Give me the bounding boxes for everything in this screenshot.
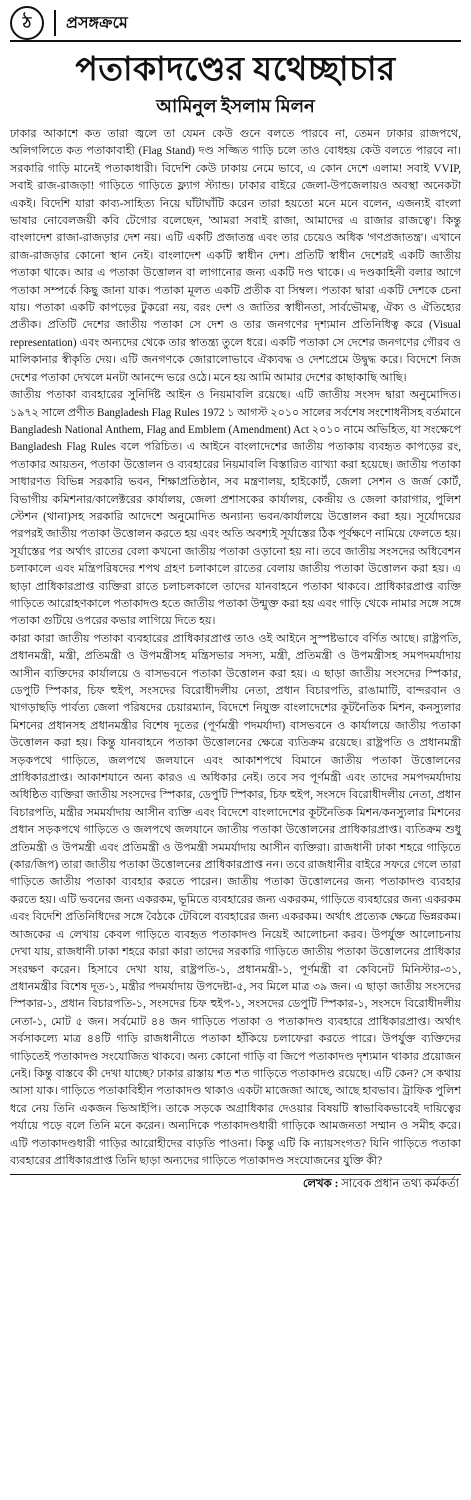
section-divider: [54, 10, 56, 36]
article-body: [10, 126, 461, 1170]
article-paragraph: জাতীয় পতাকা ব্যবহারের সুনির্দিষ্ট আইন ও নিয়মাবলি রয়েছে। এটি জাতীয় সংসদ দ্বারা অনুমোদিত। ১৯৭২ সালে প্রণীত Bangladesh Flag Rules 1972 ১ আগস্ট ২০১০ সালের সর্বশেষ সংশোধনীসহ বর্তমানে Bangladesh National Anthem, Flag and Emblem (Amendment) Act ২০১০ নামে অভিহিত, যা সংক্ষেপে Bangladesh Flag Rules বলে পরিচিত। এ আইনে বাংলাদেশের জাতীয় পতাকায় ব্যবহৃত কাপড়ের রং, পতাকার আয়তন, পতাকা উত্তোলন ও ব্যবহারের নিয়মাবলি বিস্তারিত ব্যাখ্যা করা হয়েছে। জাতীয় পতাকা সাধারণত বিভিন্ন সরকারি ভবন, শিক্ষাপ্রতিষ্ঠান, সব মন্ত্রণালয়, হাইকোর্ট, জেলা সেশন ও জর্জ কোর্ট, বিভাগীয় কমিশনার/কালেক্টরের কার্যালয়, জেলা প্রশাসকের কার্যালয়, কেন্দ্রীয় ও জেলা কারাগার, পুলিশ স্টেশন (থানা)সহ সরকারি আদেশে অনুমোদিত অন্যান্য ভবন/কার্যালয়ে উত্তোলন করা হয়। সূর্যোদয়ের পরপরই জাতীয় পতাকা উত্তোলন করতে হয় এবং অতি অবশ্যই সূর্যাস্তের ঠিক পূর্বক্ষণে নামিয়ে ফেলতে হয়। সূর্যাস্তের পর অর্থাৎ রাতের বেলা কখনো জাতীয় পতাকা ওড়ানো হয় না। তবে জাতীয় সংসদের অধিবেশন চলাকালে এবং মন্ত্রিপরিষদের শপথ গ্রহণ চলাকালে রাতের বেলায় জাতীয় পতাকা উত্তোলন করা হয়। এ ছাড়া প্রাধিকারপ্রাপ্ত ব্যক্তিরা রাতে চলাচলকালে তাদের যানবাহনে পতাকা থাকবে। প্রাধিকারপ্রাপ্ত ব্যক্তি গাড়িতে আরোহণকালে পতাকাদণ্ড হতে জাতীয় পতাকা উন্মুক্ত করা হয় এবং গাড়ি থেকে নামার সঙ্গে সঙ্গে পতাকা গুটিয়ে ওপরের কভার লাগিয়ে দিতে হয়।: [10, 389, 461, 628]
section-header: [10, 6, 461, 42]
section-title: প্রসঙ্গক্রমে: [66, 14, 128, 32]
article-paragraph: ঢাকার আকাশে কত তারা জ্বলে তা যেমন কেউ গুনে বলতে পারবে না, তেমন ঢাকার রাজপথে, অলিগলিতে কত পতাকাবাহী (Flag Stand) দণ্ড সজ্জিত গাড়ি চলে তাও বোধহয় কেউ বলতে পারবে না। সরকারি গাড়ি মানেই পতাকাধারী। বিদেশি কেউ ঢাকায় নেমে ভাবে, এ কোন দেশে এলাম! সবাই VVIP, সবাই রাজ-রাজড়া! গাড়িতে গাড়িতে ফ্ল্যাগ স্ট্যান্ড। ঢাকার বাইরে জেলা-উপজেলায়ও অবস্থা অনেকটা একই। বিদেশি যারা কাব্য-সাহিত্য নিয়ে ঘাঁটাঘাঁটি করেন তারা হয়তো মনে মনে বলেন, এজন্যই বাংলা ভাষার নোবেলজয়ী কবি টেগোর বলেছেন, 'আমরা সবাই রাজা, আমাদের এ রাজার রাজত্বে'। কিন্তু বাংলাদেশ রাজা-রাজড়ার দেশ নয়। এটি একটি প্রজাতন্ত্র এবং তার চেয়েও অধিক 'গণপ্রজাতন্ত্র'। এখানে রাজ-রাজড়ার কোনো স্থান নেই। বাংলাদেশ একটি স্বাধীন দেশ। প্রতিটি স্বাধীন দেশেরই একটি জাতীয় পতাকা থাকে। আর এ পতাকা উত্তোলন বা লাগানোর জন্য একটি দণ্ড থাকে। এ দণ্ডকাহিনী বলার আগে পতাকা সম্পর্কে কিছু জানা যাক। পতাকা মূলত একটি প্রতীক বা সিম্বল। পতাকা দ্বারা একটি দেশকে চেনা যায়। পতাকা একটি কাপড়ের টুকরো নয়, বরং দেশ ও জাতির স্বাধীনতা, সার্বভৌমত্ব, ঐক্য ও ঐতিহ্যের প্রতীক। প্রতিটি দেশের জাতীয় পতাকা সে দেশ ও তার জনগণের দৃশ্যমান প্রতিনিধিত্ব করে (Visual representation) এবং অন্যদের থেকে তার স্বাতন্ত্র্য তুলে ধরে। একটি পতাকা সে দেশের জনগণের গৌরব ও মালিকানার স্বীকৃতি দেয়। এটি জনগণকে জোরালোভাবে ঐক্যবদ্ধ ও দেশপ্রেমে উদ্বুদ্ধ করে। বিদেশে নিজ দেশের পতাকা দেখলে মনটা আনন্দে ভরে ওঠে। মনে হয় আমি আমার দেশের কাছাকাছি আছি।: [10, 128, 461, 384]
author-note-label: লেখক :: [302, 1178, 339, 1191]
article-headline: পতাকাদণ্ডের যথেচ্ছাচার: [75, 52, 396, 88]
article-paragraph: কারা কারা জাতীয় পতাকা ব্যবহারের প্রাধিকারপ্রাপ্ত তাও ওই আইনে সুস্পষ্টভাবে বর্ণিত আছে। রাষ্ট্রপতি, প্রধানমন্ত্রী, মন্ত্রী, প্রতিমন্ত্রী ও উপমন্ত্রীসহ মন্ত্রিসভার সদস্য, মন্ত্রী, প্রতিমন্ত্রী ও উপমন্ত্রীসহ সমপদমর্যাদায় আসীন ব্যক্তিদের কার্যালয়ে ও বাসভবনে পতাকা উত্তোলন করা হয়। এ ছাড়া জাতীয় সংসদের স্পিকার, ডেপুটি স্পিকার, চিফ হুইপ, সংসদের বিরোধীদলীয় নেতা, প্রধান বিচারপতি, রাঙামাটি, বান্দরবান ও খাগড়াছড়ি পার্বত্য জেলা পরিষদের চেয়ারম্যান, বিদেশে নিযুক্ত বাংলাদেশের কূটনৈতিক মিশন, কনস্যুলার মিশনের প্রধানসহ প্রধানমন্ত্রীর বিশেষ দূতের (পূর্ণমন্ত্রী পদমর্যাদা) বাসভবনে ও কার্যালয়ে জাতীয় পতাকা উত্তোলন করা হয়। কিন্তু যানবাহনে পতাকা উত্তোলনের ক্ষেত্রে ব্যতিক্রম রয়েছে। রাষ্ট্রপতি ও প্রধানমন্ত্রী সড়কপথে গাড়িতে, জলপথে জলযানে এবং আকাশপথে বিমানে জাতীয় পতাকা উত্তোলনের প্রাধিকারপ্রাপ্ত। আকাশযানে অন্য কারও এ অধিকার নেই। তবে সব পূর্ণমন্ত্রী এবং তাদের সমপদমর্যাদায় অধিষ্ঠিত ব্যক্তিরা জাতীয় সংসদের স্পিকার, ডেপুটি স্পিকার, চিফ হুইপ, সংসদে বিরোধীদলীয় নেতা, প্রধান বিচারপতি, মন্ত্রীর সমমর্যাদায় আসীন ব্যক্তি এবং বিদেশে বাংলাদেশের কূটনৈতিক মিশন/কনস্যুলার মিশনের প্রধান সড়কপথে গাড়িতে ও জলপথে জলযানে জাতীয় পতাকা উত্তোলনের প্রাধিকারপ্রাপ্ত। ব্যতিক্রম শুধু প্রতিমন্ত্রী ও উপমন্ত্রী এবং প্রতিমন্ত্রী ও উপমন্ত্রী সমমর্যাদায় আসীন ব্যক্তিরা। রাজধানী ঢাকা শহরে গাড়িতে (কার/জিপ) তারা জাতীয় পতাকা উত্তোলনের প্রাধিকারপ্রাপ্ত নন। তবে রাজধানীর বাইরে সফরে গেলে তারা গাড়িতে জাতীয় পতাকা ব্যবহার করতে পারেন। জাতীয় পতাকা উত্তোলনের জন্য পতাকাদণ্ড ব্যবহার করতে হয়। এটি ভবনের জন্য একরকম, ভূমিতে ব্যবহারের জন্য একরকম, গাড়িতে ব্যবহারের জন্য একরকম এবং বিদেশি প্রতিনিধিদের সঙ্গে বৈঠকে টেবিলে ব্যবহারের জন্য একরকম। অর্থাৎ প্রত্যেক ক্ষেত্রে ভিন্নরকম। আজকের এ লেখায় কেবল গাড়িতে ব্যবহৃত পতাকাদণ্ড নিয়েই আলোচনা করব। উপর্যুক্ত আলোচনায় দেখা যায়, রাজধানী ঢাকা শহরে কারা কারা তাদের সরকারি গাড়িতে জাতীয় পতাকা উত্তোলনের প্রাধিকার সংরক্ষণ করেন। হিসাবে দেখা যায়, রাষ্ট্রপতি-১, প্রধানমন্ত্রী-১, পূর্ণমন্ত্রী বা কেবিনেট মিনিস্টার-৩১, প্রধানমন্ত্রীর বিশেষ দূত-১, মন্ত্রীর পদমর্যাদায় উপদেষ্টা-৫, সব মিলে মাত্র ৩৯ জন। এ ছাড়া জাতীয় সংসদের স্পিকার-১, প্রধান বিচারপতি-১, সংসদের চিফ হুইপ-১, সংসদের ডেপুটি স্পিকার-১, সংসদে বিরোধীদলীয় নেতা-১, মোট ৫ জন। সর্বমোট ৪৪ জন গাড়িতে পতাকা ও পতাকাদণ্ড ব্যবহারে প্রাধিকারপ্রাপ্ত। অর্থাৎ সর্বসাকল্যে মাত্র ৪৪টি গাড়ি রাজধানীতে পতাকা হাঁকিয়ে চলাফেরা করতে পারে। উপর্যুক্ত ব্যক্তিদের গাড়িতেই পতাকাদণ্ড সংযোজিত থাকবে। অন্য কোনো গাড়ি বা জিপে পতাকাদণ্ড দৃশ্যমান থাকার প্রয়োজন নেই। কিন্তু বাস্তবে কী দেখা যাচ্ছে? ঢাকার রাস্তায় শত শত গাড়িতে পতাকাদণ্ড রয়েছে। এটি কেন? সে কথায় আসা যাক। গাড়িতে পতাকাবিহীন পতাকাদণ্ড থাকাও একটা মাজেজা আছে, আছে হাবভাব। ট্রাফিক পুলিশ ধরে নেয় তিনি একজন ভিআইপি। তাকে সড়কে অগ্রাধিকার দেওয়ার বিষয়টি স্বাভাবিকভাবেই দায়িত্বের পর্যায়ে পড়ে বলে তিনি মনে করেন। অন্যদিকে পতাকাদণ্ডধারী গাড়িকে আমজনতা সম্মান ও সমীহ করে। এটি পতাকাদণ্ডধারী গাড়ির আরোহীদের বাড়তি পাওনা। কিন্তু এটি কি ন্যায়সংগত? যিনি গাড়িতে পতাকা ব্যবহারের প্রাধিকারপ্রাপ্ত তিনি ছাড়া অন্যদের গাড়িতে পতাকাদণ্ড সংযোজনের যুক্তি কী?: [10, 632, 461, 1167]
author-note-text: সাবেক প্রধান তথ্য কর্মকর্তা: [341, 1178, 459, 1191]
author-note: [10, 1175, 461, 1193]
article-byline: আমিনুল ইসলাম মিলন: [156, 96, 315, 116]
section-logo-icon: ঠ: [10, 6, 44, 40]
